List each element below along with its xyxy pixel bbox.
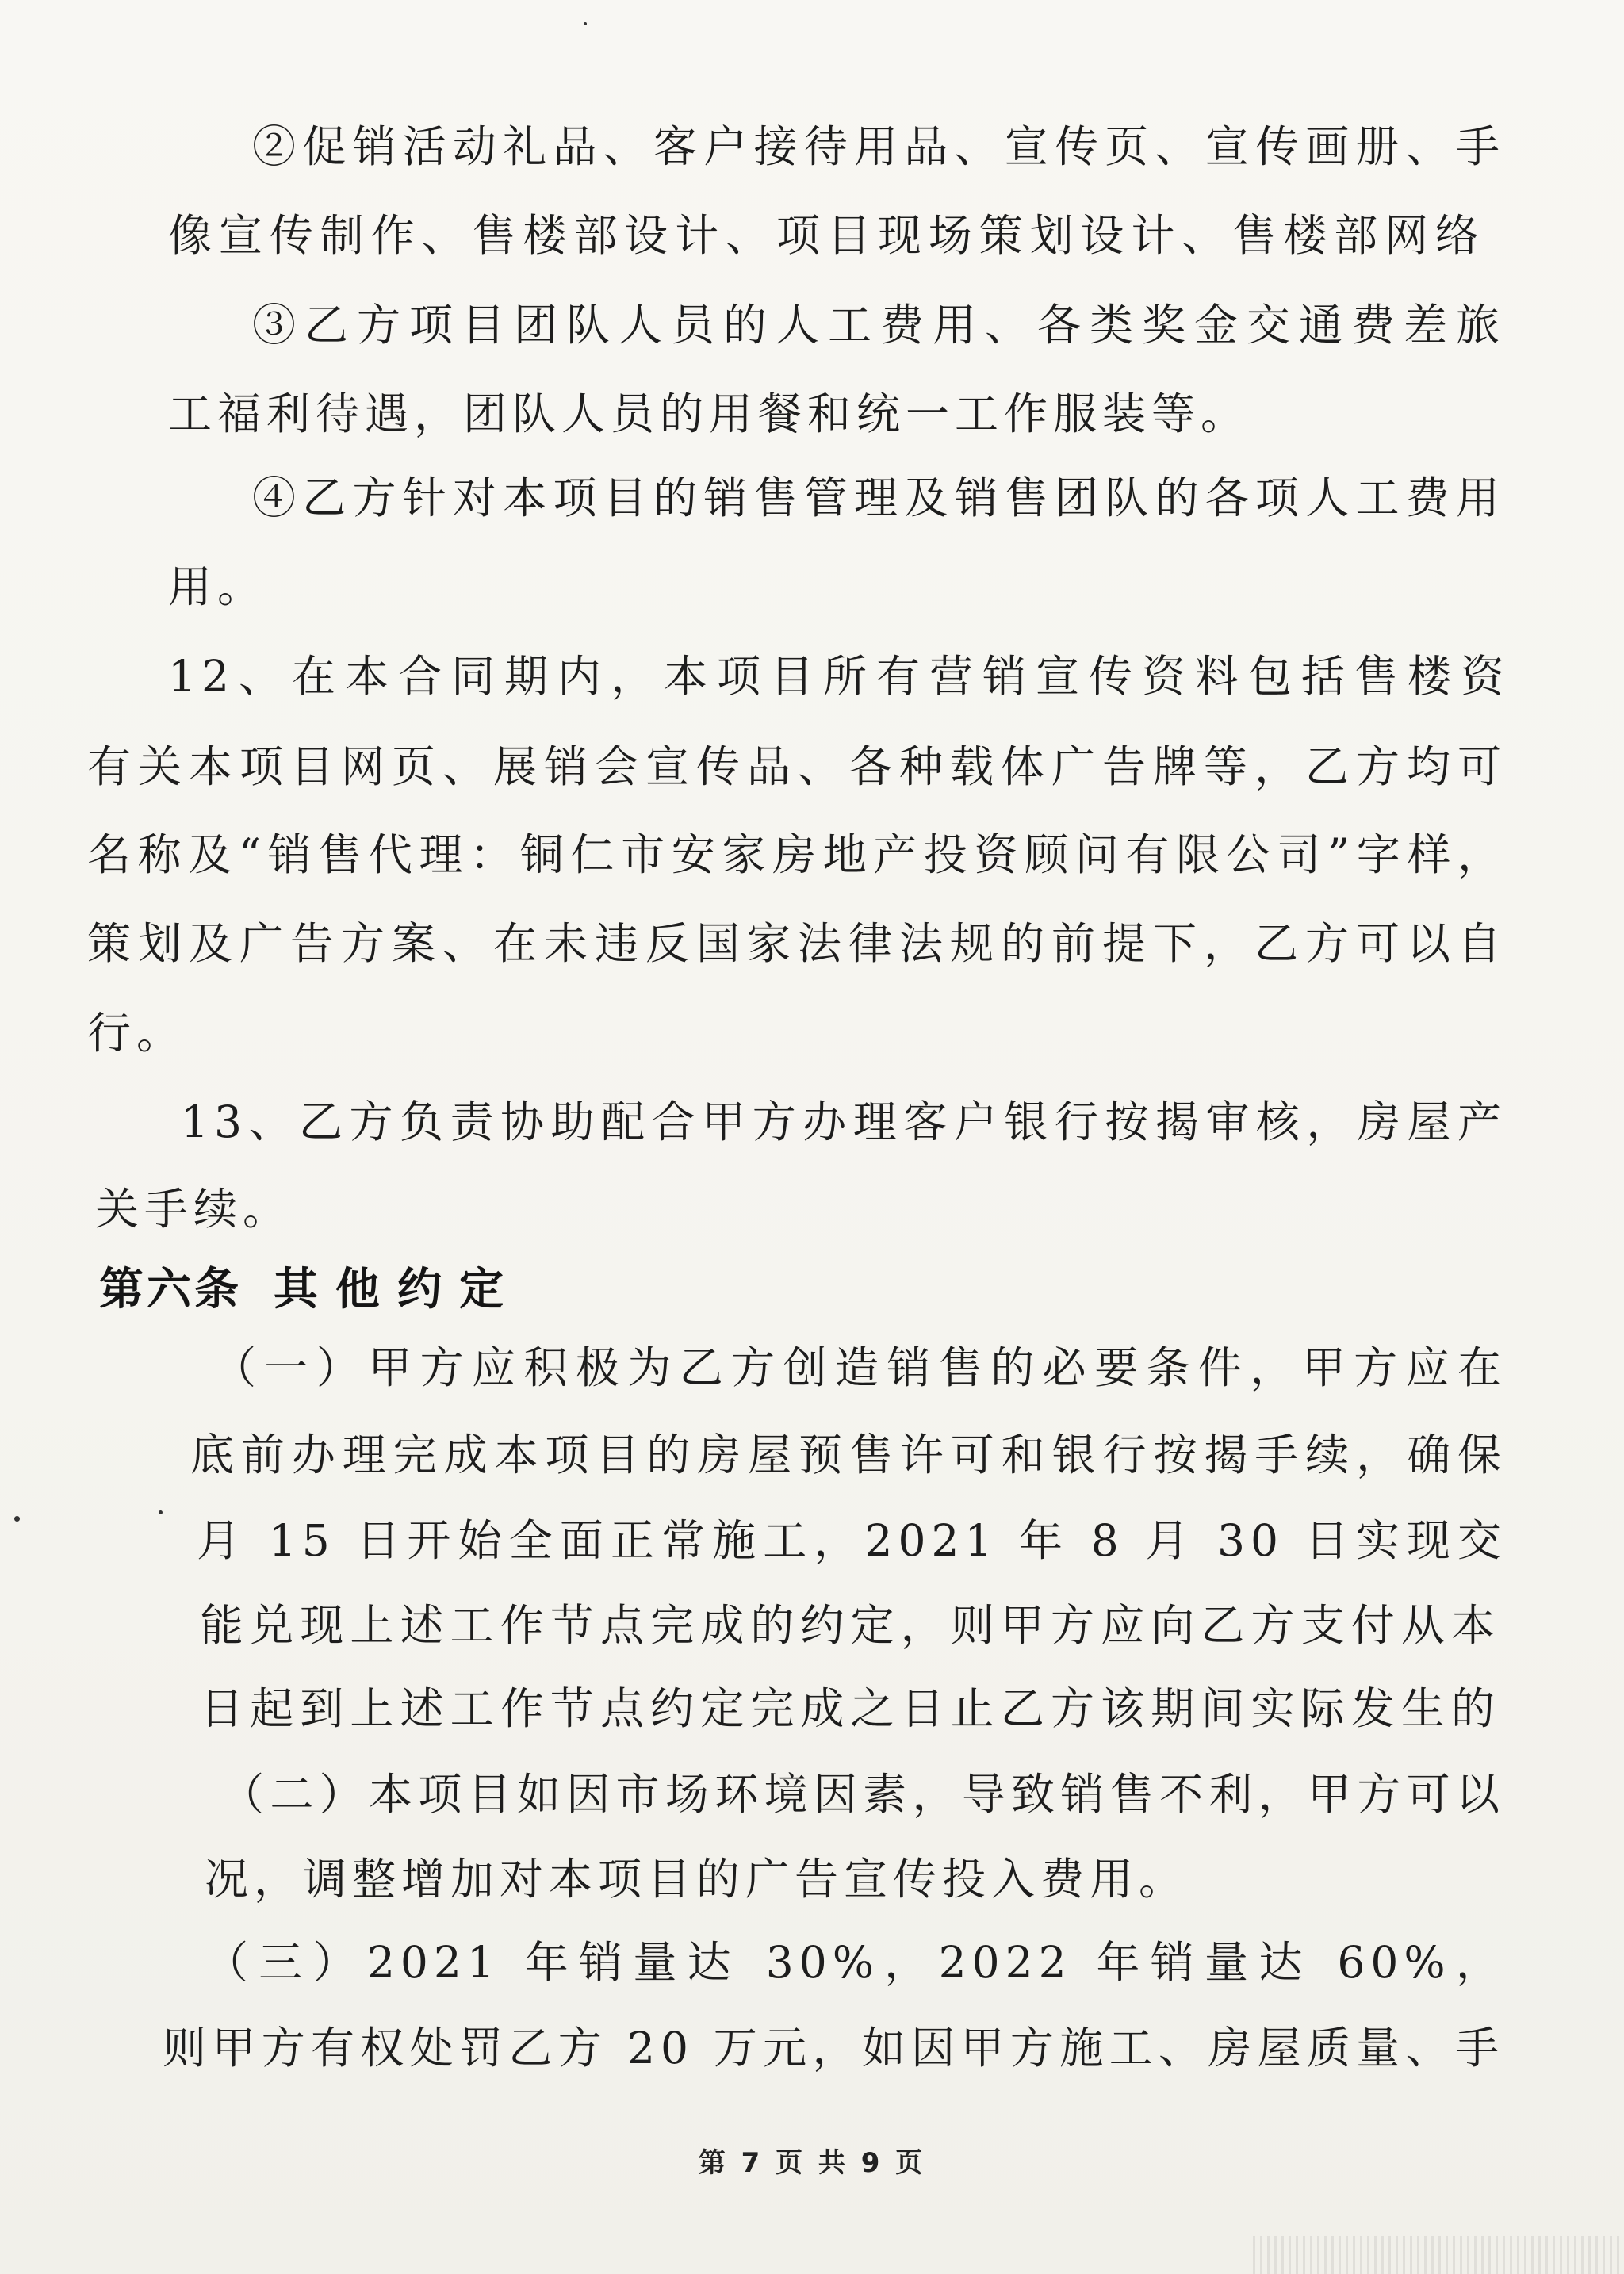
text-line: ③乙方项目团队人员的人工费用、各类奖金交通费差旅 — [252, 300, 1505, 350]
scan-speck — [584, 22, 587, 25]
scan-speck — [14, 1516, 20, 1522]
text-line: 关手续。 — [95, 1184, 293, 1235]
text-line: 有关本项目网页、展销会宣传品、各种载体广告牌等，乙方均可 — [87, 741, 1507, 792]
scan-speck — [159, 1510, 163, 1514]
text-line: 像宣传制作、售楼部设计、项目现场策划设计、售楼部网络 — [168, 210, 1484, 261]
text-line: 13、乙方负责协助配合甲方办理客户银行按揭审核，房屋产 — [181, 1097, 1507, 1147]
text-line: （三）2021 年销量达 30%，2022 年销量达 60%， — [205, 1937, 1505, 1988]
text-line: 工福利待遇，团队人员的用餐和统一工作服装等。 — [168, 389, 1251, 439]
text-line: 月 15 日开始全面正常施工，2021 年 8 月 30 日实现交 — [197, 1515, 1507, 1566]
text-line: 况，调整增加对本项目的广告宣传投入费用。 — [205, 1854, 1189, 1905]
page-footer: 第 7 页 共 9 页 — [698, 2147, 926, 2179]
text-line: 则甲方有权处罚乙方 20 万元，如因甲方施工、房屋质量、手 — [163, 2023, 1504, 2073]
text-line: 策划及广告方案、在未违反国家法律法规的前提下，乙方可以自 — [87, 918, 1507, 969]
section-title: 其他约定 — [274, 1264, 521, 1315]
text-line: 行。 — [87, 1008, 186, 1059]
scan-edge-noise — [1253, 2236, 1624, 2274]
text-line: 12、在本合同期内，本项目所有营销宣传资料包括售楼资 — [168, 651, 1510, 702]
text-line: ②促销活动礼品、客户接待用品、宣传页、宣传画册、手 — [252, 121, 1505, 172]
text-line: （二）本项目如因市场环境因素，导致销售不利，甲方可以 — [220, 1769, 1505, 1820]
section-number: 第六条 — [99, 1264, 242, 1315]
text-line: 日起到上述工作节点约定完成之日止乙方该期间实际发生的 — [200, 1683, 1500, 1734]
text-line: （一）甲方应积极为乙方创造销售的必要条件，甲方应在 — [213, 1342, 1507, 1393]
text-line: 用。 — [168, 561, 267, 612]
text-line: 名称及“销售代理：铜仁市安家房地产投资顾问有限公司”字样， — [87, 829, 1507, 880]
text-line: 能兑现上述工作节点完成的约定，则甲方应向乙方支付从本 — [200, 1600, 1500, 1651]
section-heading — [99, 1262, 521, 1318]
text-line: ④乙方针对本项目的销售管理及销售团队的各项人工费用 — [252, 473, 1505, 523]
text-line: 底前办理完成本项目的房屋预售许可和银行按揭手续，确保 — [190, 1430, 1507, 1480]
